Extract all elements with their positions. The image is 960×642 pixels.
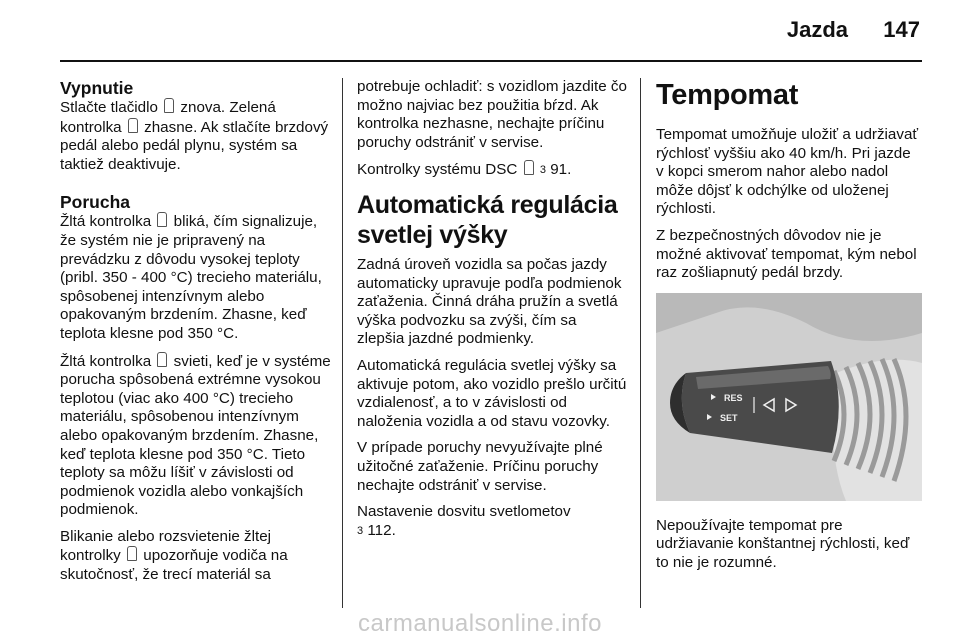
paragraph-porucha-2 <box>60 352 332 520</box>
text-segment: zhasne. Ak stlačíte brzdový pedál alebo pedál plynu, systém sa taktiež deaktivuje. <box>60 118 329 173</box>
paragraph-cooling: potrebuje ochladiť: s vozidlom jazdite čo možno najviac bez použitia bŕzd. Ak kontrolka nezhasne, nechajte príčinu poruchy odstrániť v servise. <box>357 78 627 151</box>
brake-indicator-icon <box>128 118 138 133</box>
page-reference-icon: 3 <box>539 164 546 177</box>
column-3 <box>656 78 922 581</box>
label-res: RES <box>724 392 743 403</box>
text-segment: upozorňuje vodiča na skutočnosť, že trecí materiál sa <box>60 547 288 584</box>
paragraph-tempomat-3: Nepoužívajte tempomat pre udržiavanie konštantnej rýchlosti, keď to nie je rozumné. <box>656 516 910 571</box>
paragraph-porucha-1 <box>60 212 332 343</box>
paragraph-tempomat-2: Z bezpečnostných dôvodov nie je možné aktivovať tempomat, kým nebol raz zošliapnutý pedál brzdy. <box>656 226 917 282</box>
paragraph-leveling-1: Zadná úroveň vozidla sa počas jazdy automaticky upravuje podľa podmienok zaťaženia. Činná dráha pružín a svetlá výška podvozku sa zvýši, čím sa zlepšia jazdné podmienky. <box>357 255 622 348</box>
text-segment: Žltá kontrolka <box>60 213 152 231</box>
column-divider-2 <box>640 78 641 608</box>
text-segment: Žltá kontrolka <box>60 352 152 370</box>
text-segment: Nastavenie dosvitu svetlometov <box>357 503 571 521</box>
brake-indicator-icon <box>127 546 137 561</box>
chapter-title: Jazda <box>786 17 848 42</box>
page-link[interactable]: 112. <box>367 521 396 539</box>
paragraph-leveling-2: Automatická regulácia svetlej výšky sa aktivuje potom, ako vozidlo prešlo určitú vzdialenosť, a to v závislosti od naloženia vozidla a od stavu vozovky. <box>357 356 627 430</box>
text-segment: svieti, keď je v systéme porucha spôsobená extrémne vysokou teplotou (viac ako 400 °C) trecieho materiálu, spôsobenou intenzívnym alebo opakovaným brzdením. Zhasne, keď teplota klesne pod 350 °C. Tieto teploty sa môžu líšiť v závislosti od podmienok vozidla alebo vonkajších podmienok. <box>60 352 331 519</box>
paragraph-dsc-ref <box>357 160 627 180</box>
heading-vypnutie: Vypnutie <box>60 78 134 98</box>
page-reference-icon: 3 <box>357 524 364 537</box>
brake-indicator-icon <box>164 98 174 113</box>
heading-automatic-leveling: Automatická regulácia svetlej výšky <box>357 190 618 249</box>
text-segment: Kontrolky systému DSC <box>357 161 518 179</box>
text-segment: Blikanie alebo rozsvietenie žltej kontrolky <box>60 527 272 565</box>
paragraph-headlight-ref <box>357 503 627 540</box>
dsc-indicator-icon <box>524 160 534 175</box>
paragraph-vypnutie <box>60 98 332 174</box>
page-number: 147 <box>883 17 920 42</box>
heading-porucha: Porucha <box>60 192 131 213</box>
paragraph-tempomat-1: Tempomat umožňuje uložiť a udržiavať rýchlosť vyššiu ako 40 km/h. Pri jazde v kopci smerom nahor alebo nadol môže dôjsť k odchýlke od uloženej rýchlosti. <box>656 126 919 218</box>
text-segment: znova. Zelená kontrolka <box>60 99 276 136</box>
text-segment: Stlačte tlačidlo <box>60 99 158 116</box>
page-link[interactable]: 91. <box>550 161 572 179</box>
paragraph-porucha-3 <box>60 528 332 585</box>
heading-tempomat: Tempomat <box>656 79 799 111</box>
label-set: SET <box>720 412 738 423</box>
column-1 <box>60 78 332 593</box>
brake-indicator-icon <box>157 352 167 367</box>
paragraph-leveling-3: V prípade poruchy nevyužívajte plné užitočné zaťaženie. Príčinu poruchy nechajte odstrániť v servise. <box>357 439 603 494</box>
page-header <box>0 0 960 62</box>
header-rule <box>60 60 922 62</box>
column-2 <box>357 78 627 548</box>
watermark: carmanualsonline.info <box>358 610 602 637</box>
brake-indicator-icon <box>157 212 167 227</box>
lever-illustration <box>656 293 922 501</box>
column-divider-1 <box>342 78 343 608</box>
cruise-control-lever-figure <box>656 293 922 501</box>
text-segment: bliká, čím signalizuje, že systém nie je pripravený na prevádzku z dôvodu vysokej teploty (pribl. 350 - 400 °C) trecieho materiálu, spôsobenej intenzívnym alebo opakovaným brzdením. Zhasne, keď teplota klesne pod 350 °C. <box>60 213 322 342</box>
